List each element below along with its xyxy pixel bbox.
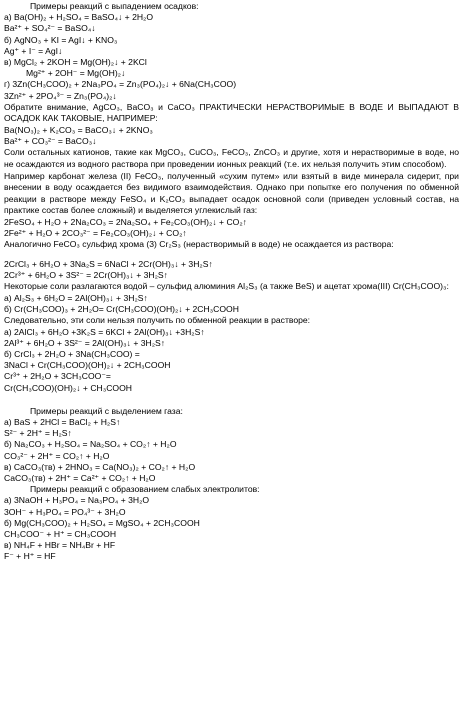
equation-line: в) NH₄F + HBr = NH₄Br + HF bbox=[4, 540, 116, 551]
note-paragraph: Аналогично FeCO₃ сульфид хрома (3) Cr₂S₃ (нерастворимый в воде) не осаждается из раствора: bbox=[4, 239, 394, 250]
section-title-gas: Примеры реакций с выделением газа: bbox=[30, 405, 183, 416]
equation-line: а) Ba(OH)₂ + H₂SO₄ = BaSO₄↓ + 2H₂O bbox=[4, 12, 154, 23]
equation-line: 3OH⁻ + H₃PO₄ = PO₄³⁻ + 3H₂O bbox=[4, 506, 126, 517]
equation-line: Ba²⁺ + CO₃²⁻ = BaCO₃↓ bbox=[4, 136, 97, 147]
equation-line: CH₃COO⁻ + H⁺ = CH₃COOH bbox=[4, 529, 117, 540]
equation-line: S²⁻ + 2H⁺ = H₂S↑ bbox=[4, 428, 72, 439]
equation-line: Cr(CH₃COO)(OH)₂↓ + CH₃COOH bbox=[4, 382, 133, 393]
equation-line: Ag⁺ + I⁻ = AgI↓ bbox=[4, 45, 63, 56]
equation-line: а) 2AlCl₃ + 6H₂O +3K₂S = 6KCl + 2Al(OH)₃↓ +3H₂S↑ bbox=[4, 326, 205, 337]
equation-line: б) Mg(CH₃COO)₂ + H₂SO₄ = MgSO₄ + 2CH₃COOH bbox=[4, 517, 200, 528]
equation-line: Ba(NO₃)₂ + K₂CO₃ = BaCO₃↓ + 2KNO₃ bbox=[4, 125, 153, 136]
equation-line: б) CrCl₃ + 2H₂O + 3Na(CH₃COO) = bbox=[4, 349, 140, 359]
equation-line: 2Al³⁺ + 6H₂O + 3S²⁻ = 2Al(OH)₃↓ + 3H₂S↑ bbox=[4, 337, 166, 348]
note-paragraph: Обратите внимание, AgCO₃, BaCO₃ и CaCO₃ ПРАКТИЧЕСКИ НЕРАСТВОРИМЫЕ В ВОДЕ И ВЫПАДАЮТ В ОСАДОК КАК ТАКОВЫЕ, НАПРИМЕР: bbox=[4, 101, 459, 124]
section-title-precipitation: Примеры реакций с выпадением осадков: bbox=[30, 1, 199, 11]
equation-line: 2Fe²⁺ + H₂O + 2CO₃²⁻ = Fe₂CO₃(OH)₂↓ + CO₂↑ bbox=[4, 228, 187, 239]
equation-line: Ba²⁺ + SO₄²⁻ = BaSO₄↓ bbox=[4, 23, 96, 34]
section-title-weak-electrolytes: Примеры реакций с образованием слабых электролитов: bbox=[30, 484, 260, 495]
equation-line: в) MgCl₂ + 2KOH = Mg(OH)₂↓ + 2KCl bbox=[4, 57, 147, 68]
equation-line: 3NaCl + Cr(CH₃COO)(OH)₂↓ + 2CH₃COOH bbox=[4, 360, 171, 371]
equation-line: Mg²⁺ + 2OH⁻ = Mg(OH)₂↓ bbox=[26, 68, 126, 79]
equation-line: а) BaS + 2HCl = BaCl₂ + H₂S↑ bbox=[4, 417, 121, 428]
equation-line: CO₃²⁻ + 2H⁺ = CO₂↑ + H₂O bbox=[4, 450, 110, 461]
spacer bbox=[4, 251, 459, 259]
equation-line: б) Cr(CH₃COO)₃ + 2H₂O= Cr(CH₃COO)(OH)₂↓ + 2CH₃COOH bbox=[4, 304, 239, 315]
equation-line: а) Al₂S₃ + 6H₂O = 2Al(OH)₃↓ + 3H₂S↑ bbox=[4, 292, 148, 303]
equation-line: в) CaCO₃(тв) + 2HNO₃ = Ca(NO₃)₂ + CO₂↑ + H₂O bbox=[4, 461, 196, 472]
equation-line: Cr³⁺ + 2H₂O + 3CH₃COO⁻= bbox=[4, 371, 111, 382]
equation-line: б) Na₂CO₃ + H₂SO₄ = Na₂SO₄ + CO₂↑ + H₂O bbox=[4, 439, 177, 450]
note-paragraph: Некоторые соли разлагаются водой – сульфид алюминия Al₂S₃ (а также BeS) и ацетат хрома(III) Cr(CH₃COO)₃: bbox=[4, 281, 449, 292]
note-paragraph: Например карбонат железа (II) FeCO₃, полученный «сухим путем» или взятый в виде минерала сидерит, при внесении в воду осаждается без видимого взаимодействия. Однако при попытке его получения по обменной реакции в растворе между FeSO₄ и K₂CO₃ выпадает осадок основной соли (приведен условный состав, на практике состав более сложный) и выделяется углекислый газ: bbox=[4, 170, 459, 216]
note-paragraph: Соли остальных катионов, такие как MgCO₃, CuCO₃, FeCO₃, ZnCO₃ и другие, хотя и нерастворимые в воде, но не осаждаются из водного раствора при проведении ионных реакций (т.е. их нельзя получить этим способом). bbox=[4, 147, 459, 170]
equation-line: б) AgNO₃ + KI = AgI↓ + KNO₃ bbox=[4, 34, 118, 45]
equation-line: 2Cr³⁺ + 6H₂O + 3S²⁻ = 2Cr(OH)₃↓ + 3H₂S↑ bbox=[4, 270, 168, 281]
equation-line: а) 3NaOH + H₃PO₄ = Na₃PO₄ + 3H₂O bbox=[4, 495, 150, 506]
equation-line: 2FeSO₄ + H₂O + 2Na₂CO₃ = 2Na₂SO₄ + Fe₂CO₃(OH)₂↓ + CO₂↑ bbox=[4, 216, 247, 227]
equation-line: 2CrCl₃ + 6H₂O + 3Na₂S = 6NaCl + 2Cr(OH)₃↓ + 3H₂S↑ bbox=[4, 258, 213, 269]
equation-line: г) 3Zn(CH₃COO)₂ + 2Na₃PO₄ = Zn₃(PO₄)₂↓ + 6Na(CH₃COO) bbox=[4, 79, 237, 90]
equation-line: CaCO₃(тв) + 2H⁺ = Ca²⁺ + CO₂↑ + H₂O bbox=[4, 473, 156, 484]
equation-line: F⁻ + H⁺ = HF bbox=[4, 551, 56, 562]
note-paragraph: Следовательно, эти соли нельзя получить по обменной реакции в растворе: bbox=[4, 315, 311, 326]
spacer bbox=[4, 394, 459, 406]
equation-line: 3Zn²⁺ + 2PO₄³⁻ = Zn₃(PO₄)₂↓ bbox=[4, 90, 117, 101]
